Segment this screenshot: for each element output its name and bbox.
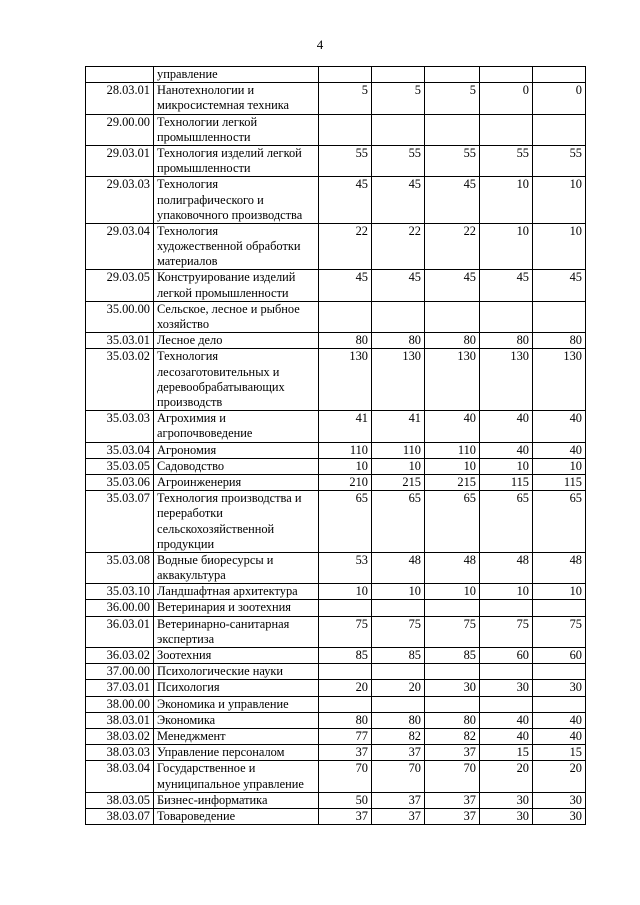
- quota-value-col-5: [533, 67, 586, 83]
- specialty-code: 36.03.01: [86, 616, 154, 647]
- specialty-name-line: Психология: [157, 680, 220, 695]
- quota-value-col-5: 55: [533, 145, 586, 176]
- specialty-name: [154, 114, 319, 145]
- quota-value-col-4: 75: [480, 616, 533, 647]
- quota-value-col-3: 45: [425, 177, 480, 224]
- specialty-name: [154, 792, 319, 808]
- table-row: [86, 411, 586, 442]
- specialty-name-line: аквакультура: [157, 568, 226, 583]
- quota-value-col-1: 45: [319, 177, 372, 224]
- specialty-name-line: Экономика и управление: [157, 696, 289, 711]
- quota-value-col-2: 10: [372, 584, 425, 600]
- specialty-name-line: муниципальное управление: [157, 776, 304, 791]
- quota-value-col-1: [319, 600, 372, 616]
- table-row: [86, 474, 586, 490]
- specialty-name: [154, 680, 319, 696]
- specialty-name-line: Лесное дело: [157, 333, 223, 348]
- table-row: [86, 792, 586, 808]
- quota-value-col-2: 45: [372, 177, 425, 224]
- specialty-code: 35.03.03: [86, 411, 154, 442]
- quota-value-col-4: 40: [480, 712, 533, 728]
- specialty-name: [154, 600, 319, 616]
- specialty-name: [154, 177, 319, 224]
- specialty-name: [154, 83, 319, 114]
- quota-value-col-3: 110: [425, 442, 480, 458]
- specialty-name-line: Ландшафтная архитектура: [157, 584, 298, 599]
- quota-value-col-4: 10: [480, 584, 533, 600]
- quota-value-col-1: [319, 664, 372, 680]
- specialty-code: 38.03.01: [86, 712, 154, 728]
- quota-value-col-3: 37: [425, 809, 480, 825]
- quota-value-col-3: [425, 114, 480, 145]
- specialty-name: [154, 696, 319, 712]
- quota-value-col-3: [425, 600, 480, 616]
- quota-value-col-2: 215: [372, 474, 425, 490]
- specialty-name-line: художественной обработки: [157, 239, 301, 254]
- quota-value-col-3: 130: [425, 349, 480, 411]
- specialty-name-line: Менеджмент: [157, 729, 226, 744]
- quota-value-col-1: 45: [319, 270, 372, 301]
- quota-value-col-3: 5: [425, 83, 480, 114]
- quota-value-col-3: 70: [425, 761, 480, 792]
- specialty-name-line: Экономика: [157, 712, 216, 727]
- quota-value-col-2: [372, 114, 425, 145]
- quota-value-col-1: [319, 696, 372, 712]
- specialty-name: [154, 474, 319, 490]
- specialty-code: 38.03.03: [86, 745, 154, 761]
- quota-value-col-1: 70: [319, 761, 372, 792]
- quota-value-col-3: 82: [425, 729, 480, 745]
- specialty-name-line: Товароведение: [157, 809, 236, 824]
- quota-value-col-1: [319, 114, 372, 145]
- quota-value-col-2: [372, 67, 425, 83]
- specialty-code: 38.03.07: [86, 809, 154, 825]
- quota-value-col-1: 77: [319, 729, 372, 745]
- table-row: [86, 83, 586, 114]
- quota-value-col-5: 40: [533, 442, 586, 458]
- quota-value-col-3: 30: [425, 680, 480, 696]
- quota-value-col-2: [372, 600, 425, 616]
- table-row: [86, 680, 586, 696]
- quota-value-col-5: 20: [533, 761, 586, 792]
- quota-value-col-1: 22: [319, 223, 372, 270]
- quota-value-col-2: 37: [372, 809, 425, 825]
- quota-value-col-5: 40: [533, 411, 586, 442]
- quota-value-col-5: 30: [533, 809, 586, 825]
- quota-value-col-1: 37: [319, 745, 372, 761]
- quota-value-col-4: 30: [480, 680, 533, 696]
- table-row: [86, 67, 586, 83]
- quota-value-col-1: 53: [319, 552, 372, 583]
- specialty-name: [154, 442, 319, 458]
- specialty-code: 35.03.01: [86, 333, 154, 349]
- quota-value-col-4: [480, 301, 533, 332]
- specialty-code: 35.03.10: [86, 584, 154, 600]
- specialty-name: [154, 67, 319, 83]
- specialty-name: [154, 349, 319, 411]
- quota-value-col-4: 115: [480, 474, 533, 490]
- specialty-name-line: Садоводство: [157, 458, 225, 473]
- specialty-name: [154, 616, 319, 647]
- specialty-name-line: Управление персоналом: [157, 745, 285, 760]
- quota-value-col-2: 41: [372, 411, 425, 442]
- quota-value-col-1: 41: [319, 411, 372, 442]
- quota-value-col-4: 40: [480, 442, 533, 458]
- specialty-name-line: Сельское, лесное и рыбное: [157, 301, 300, 316]
- table-row: [86, 349, 586, 411]
- specialty-code: 38.03.05: [86, 792, 154, 808]
- quota-value-col-1: 10: [319, 584, 372, 600]
- quota-value-col-5: 48: [533, 552, 586, 583]
- quota-value-col-2: [372, 301, 425, 332]
- specialty-name-line: Технология: [157, 349, 219, 364]
- quota-value-col-2: [372, 696, 425, 712]
- quota-value-col-2: 80: [372, 333, 425, 349]
- specialty-name: [154, 729, 319, 745]
- table-row: [86, 745, 586, 761]
- specialty-code: 29.03.04: [86, 223, 154, 270]
- quota-value-col-1: 5: [319, 83, 372, 114]
- quota-value-col-4: 10: [480, 177, 533, 224]
- quota-value-col-1: 210: [319, 474, 372, 490]
- quota-value-col-5: [533, 664, 586, 680]
- specialty-name-line: продукции: [157, 536, 215, 551]
- quota-value-col-4: 65: [480, 491, 533, 553]
- table-row: [86, 648, 586, 664]
- specialty-name-line: Водные биоресурсы и: [157, 552, 274, 567]
- quota-value-col-5: 45: [533, 270, 586, 301]
- quota-value-col-2: 65: [372, 491, 425, 553]
- specialty-name: [154, 809, 319, 825]
- quota-value-col-5: 115: [533, 474, 586, 490]
- quota-value-col-3: [425, 67, 480, 83]
- quota-value-col-4: 80: [480, 333, 533, 349]
- quota-value-col-2: 130: [372, 349, 425, 411]
- quota-value-col-1: 20: [319, 680, 372, 696]
- specialty-code: 29.03.01: [86, 145, 154, 176]
- specialty-code: 36.03.02: [86, 648, 154, 664]
- specialty-name-line: Нанотехнологии и: [157, 83, 255, 98]
- quota-value-col-4: 40: [480, 729, 533, 745]
- quota-value-col-4: 60: [480, 648, 533, 664]
- quota-value-col-5: 75: [533, 616, 586, 647]
- specialty-code: 35.00.00: [86, 301, 154, 332]
- specialty-name-line: Государственное и: [157, 761, 256, 776]
- table-row: [86, 552, 586, 583]
- quota-value-col-2: 45: [372, 270, 425, 301]
- specialty-name-line: Технологии легкой: [157, 114, 258, 129]
- quota-value-col-3: 37: [425, 792, 480, 808]
- quota-value-col-3: 37: [425, 745, 480, 761]
- specialty-code: 29.03.05: [86, 270, 154, 301]
- quota-value-col-1: 75: [319, 616, 372, 647]
- quota-value-col-1: 85: [319, 648, 372, 664]
- quota-value-col-5: [533, 301, 586, 332]
- specialty-name-line: агропочвоведение: [157, 426, 253, 441]
- quota-value-col-4: 40: [480, 411, 533, 442]
- quota-value-col-2: 22: [372, 223, 425, 270]
- specialty-name-line: Технология: [157, 223, 219, 238]
- quota-value-col-4: [480, 67, 533, 83]
- table-row: [86, 696, 586, 712]
- specialty-code: 35.03.04: [86, 442, 154, 458]
- specialty-name-line: деревообрабатывающих: [157, 379, 285, 394]
- specialty-name-line: хозяйство: [157, 317, 210, 331]
- quota-value-col-2: 110: [372, 442, 425, 458]
- quota-value-col-2: 80: [372, 712, 425, 728]
- quota-value-col-4: [480, 696, 533, 712]
- table-row: [86, 491, 586, 553]
- quota-value-col-1: 80: [319, 712, 372, 728]
- table-row: [86, 301, 586, 332]
- table-body: [86, 67, 586, 825]
- quota-value-col-4: 45: [480, 270, 533, 301]
- quota-value-col-5: 30: [533, 680, 586, 696]
- quota-value-col-4: 30: [480, 809, 533, 825]
- quota-value-col-3: 55: [425, 145, 480, 176]
- quota-value-col-5: [533, 696, 586, 712]
- specialty-code: 35.03.07: [86, 491, 154, 553]
- table-row: [86, 729, 586, 745]
- quota-value-col-5: [533, 114, 586, 145]
- specialty-code: 35.03.08: [86, 552, 154, 583]
- table-row: [86, 712, 586, 728]
- quota-value-col-1: [319, 301, 372, 332]
- specialty-name: [154, 584, 319, 600]
- specialty-name-line: сельскохозяйственной: [157, 521, 275, 536]
- quota-value-col-4: 55: [480, 145, 533, 176]
- quota-value-col-3: 48: [425, 552, 480, 583]
- quota-value-col-4: 10: [480, 223, 533, 270]
- quota-value-col-5: 30: [533, 792, 586, 808]
- quota-value-col-1: 80: [319, 333, 372, 349]
- table-row: [86, 616, 586, 647]
- specialty-name-line: промышленности: [157, 161, 251, 176]
- quota-value-col-2: 10: [372, 458, 425, 474]
- quota-value-col-4: 15: [480, 745, 533, 761]
- specialty-name-line: промышленности: [157, 129, 251, 144]
- specialty-name-line: Ветеринария и зоотехния: [157, 600, 291, 615]
- specialty-name-line: полиграфического и: [157, 192, 264, 207]
- quota-value-col-2: 75: [372, 616, 425, 647]
- table-row: [86, 145, 586, 176]
- specialty-name: [154, 712, 319, 728]
- quota-value-col-5: 60: [533, 648, 586, 664]
- quota-value-col-2: 55: [372, 145, 425, 176]
- quota-value-col-2: 5: [372, 83, 425, 114]
- quota-value-col-5: 40: [533, 729, 586, 745]
- quota-value-col-3: 85: [425, 648, 480, 664]
- quota-value-col-4: 130: [480, 349, 533, 411]
- quota-value-col-1: 130: [319, 349, 372, 411]
- specialty-code: 35.03.06: [86, 474, 154, 490]
- specialty-name-line: Бизнес-информатика: [157, 792, 268, 807]
- quota-value-col-3: 10: [425, 458, 480, 474]
- specialty-name-line: материалов: [157, 254, 218, 269]
- specialty-code: 35.03.05: [86, 458, 154, 474]
- specialty-name-line: упаковочного производства: [157, 207, 303, 222]
- quota-value-col-5: 130: [533, 349, 586, 411]
- specialty-name: [154, 745, 319, 761]
- quota-value-col-1: 10: [319, 458, 372, 474]
- specialty-name-line: Агроинженерия: [157, 474, 242, 489]
- quota-value-col-4: [480, 664, 533, 680]
- specialty-code: 38.00.00: [86, 696, 154, 712]
- specialty-code: [86, 67, 154, 83]
- specialty-code: 38.03.04: [86, 761, 154, 792]
- table-row: [86, 114, 586, 145]
- table-row: [86, 584, 586, 600]
- specialty-name: [154, 458, 319, 474]
- quota-value-col-5: 10: [533, 584, 586, 600]
- specialty-name-line: лесозаготовительных и: [157, 364, 280, 379]
- quota-value-col-2: 70: [372, 761, 425, 792]
- specialty-name: [154, 664, 319, 680]
- quota-value-col-1: 65: [319, 491, 372, 553]
- specialty-name-line: управление: [157, 67, 218, 81]
- quota-value-col-5: 10: [533, 458, 586, 474]
- table-row: [86, 664, 586, 680]
- table-row: [86, 223, 586, 270]
- quota-value-col-3: 80: [425, 712, 480, 728]
- table-row: [86, 270, 586, 301]
- quota-value-col-5: 80: [533, 333, 586, 349]
- page-number: 4: [316, 37, 324, 52]
- specialty-name: [154, 223, 319, 270]
- specialty-name: [154, 270, 319, 301]
- quota-value-col-3: 22: [425, 223, 480, 270]
- quota-value-col-4: 0: [480, 83, 533, 114]
- specialty-name-line: Технология производства и: [157, 491, 302, 506]
- quota-value-col-1: 37: [319, 809, 372, 825]
- specialty-name-line: микросистемная техника: [157, 98, 290, 113]
- quota-value-col-5: 15: [533, 745, 586, 761]
- quota-value-col-3: 215: [425, 474, 480, 490]
- specialty-name: [154, 301, 319, 332]
- specialty-name-line: Агрохимия и: [157, 411, 226, 426]
- table-row: [86, 442, 586, 458]
- quota-value-col-3: 40: [425, 411, 480, 442]
- specialty-name-line: Конструирование изделий: [157, 270, 296, 285]
- quota-value-col-3: 80: [425, 333, 480, 349]
- quota-value-col-5: [533, 600, 586, 616]
- specialty-name-line: Технология изделий легкой: [157, 145, 302, 160]
- quota-value-col-3: 65: [425, 491, 480, 553]
- table-row: [86, 600, 586, 616]
- quota-value-col-3: [425, 301, 480, 332]
- quota-value-col-1: 110: [319, 442, 372, 458]
- quota-value-col-3: 75: [425, 616, 480, 647]
- quota-value-col-3: [425, 664, 480, 680]
- table-row: [86, 809, 586, 825]
- quota-value-col-2: [372, 664, 425, 680]
- specialty-name: [154, 333, 319, 349]
- quota-value-col-5: 10: [533, 177, 586, 224]
- specialty-name-line: Агрономия: [157, 442, 217, 457]
- quota-value-col-5: 40: [533, 712, 586, 728]
- specialty-name: [154, 491, 319, 553]
- table-row: [86, 458, 586, 474]
- specialty-code: 35.03.02: [86, 349, 154, 411]
- quota-value-col-2: 48: [372, 552, 425, 583]
- table-row: [86, 761, 586, 792]
- quota-value-col-1: 50: [319, 792, 372, 808]
- quota-value-col-2: 37: [372, 792, 425, 808]
- specialty-name-line: переработки: [157, 506, 223, 521]
- admission-plan-table: [85, 66, 586, 825]
- specialty-code: 29.03.03: [86, 177, 154, 224]
- quota-value-col-3: [425, 696, 480, 712]
- specialty-name: [154, 761, 319, 792]
- specialty-name: [154, 648, 319, 664]
- specialty-name: [154, 411, 319, 442]
- specialty-name-line: производств: [157, 394, 223, 409]
- specialty-code: 28.03.01: [86, 83, 154, 114]
- specialty-name-line: Технология: [157, 177, 219, 192]
- quota-value-col-5: 65: [533, 491, 586, 553]
- specialty-name-line: легкой промышленности: [157, 285, 289, 300]
- specialty-name-line: Ветеринарно-санитарная: [157, 616, 290, 631]
- quota-value-col-1: [319, 67, 372, 83]
- quota-value-col-4: 20: [480, 761, 533, 792]
- quota-value-col-4: 10: [480, 458, 533, 474]
- quota-value-col-1: 55: [319, 145, 372, 176]
- quota-value-col-4: 48: [480, 552, 533, 583]
- specialty-name-line: экспертиза: [157, 631, 215, 646]
- quota-value-col-5: 10: [533, 223, 586, 270]
- specialty-name-line: Зоотехния: [157, 648, 212, 663]
- quota-value-col-2: 85: [372, 648, 425, 664]
- quota-value-col-2: 82: [372, 729, 425, 745]
- specialty-code: 37.00.00: [86, 664, 154, 680]
- quota-value-col-2: 20: [372, 680, 425, 696]
- quota-value-col-3: 10: [425, 584, 480, 600]
- quota-value-col-4: 30: [480, 792, 533, 808]
- specialty-code: 38.03.02: [86, 729, 154, 745]
- specialty-code: 37.03.01: [86, 680, 154, 696]
- quota-value-col-5: 0: [533, 83, 586, 114]
- specialty-code: 36.00.00: [86, 600, 154, 616]
- specialty-name: [154, 552, 319, 583]
- quota-value-col-3: 45: [425, 270, 480, 301]
- quota-value-col-4: [480, 600, 533, 616]
- specialty-code: 29.00.00: [86, 114, 154, 145]
- quota-value-col-2: 37: [372, 745, 425, 761]
- table-row: [86, 177, 586, 224]
- specialty-name: [154, 145, 319, 176]
- quota-value-col-4: [480, 114, 533, 145]
- table-row: [86, 333, 586, 349]
- specialty-name-line: Психологические науки: [157, 664, 284, 679]
